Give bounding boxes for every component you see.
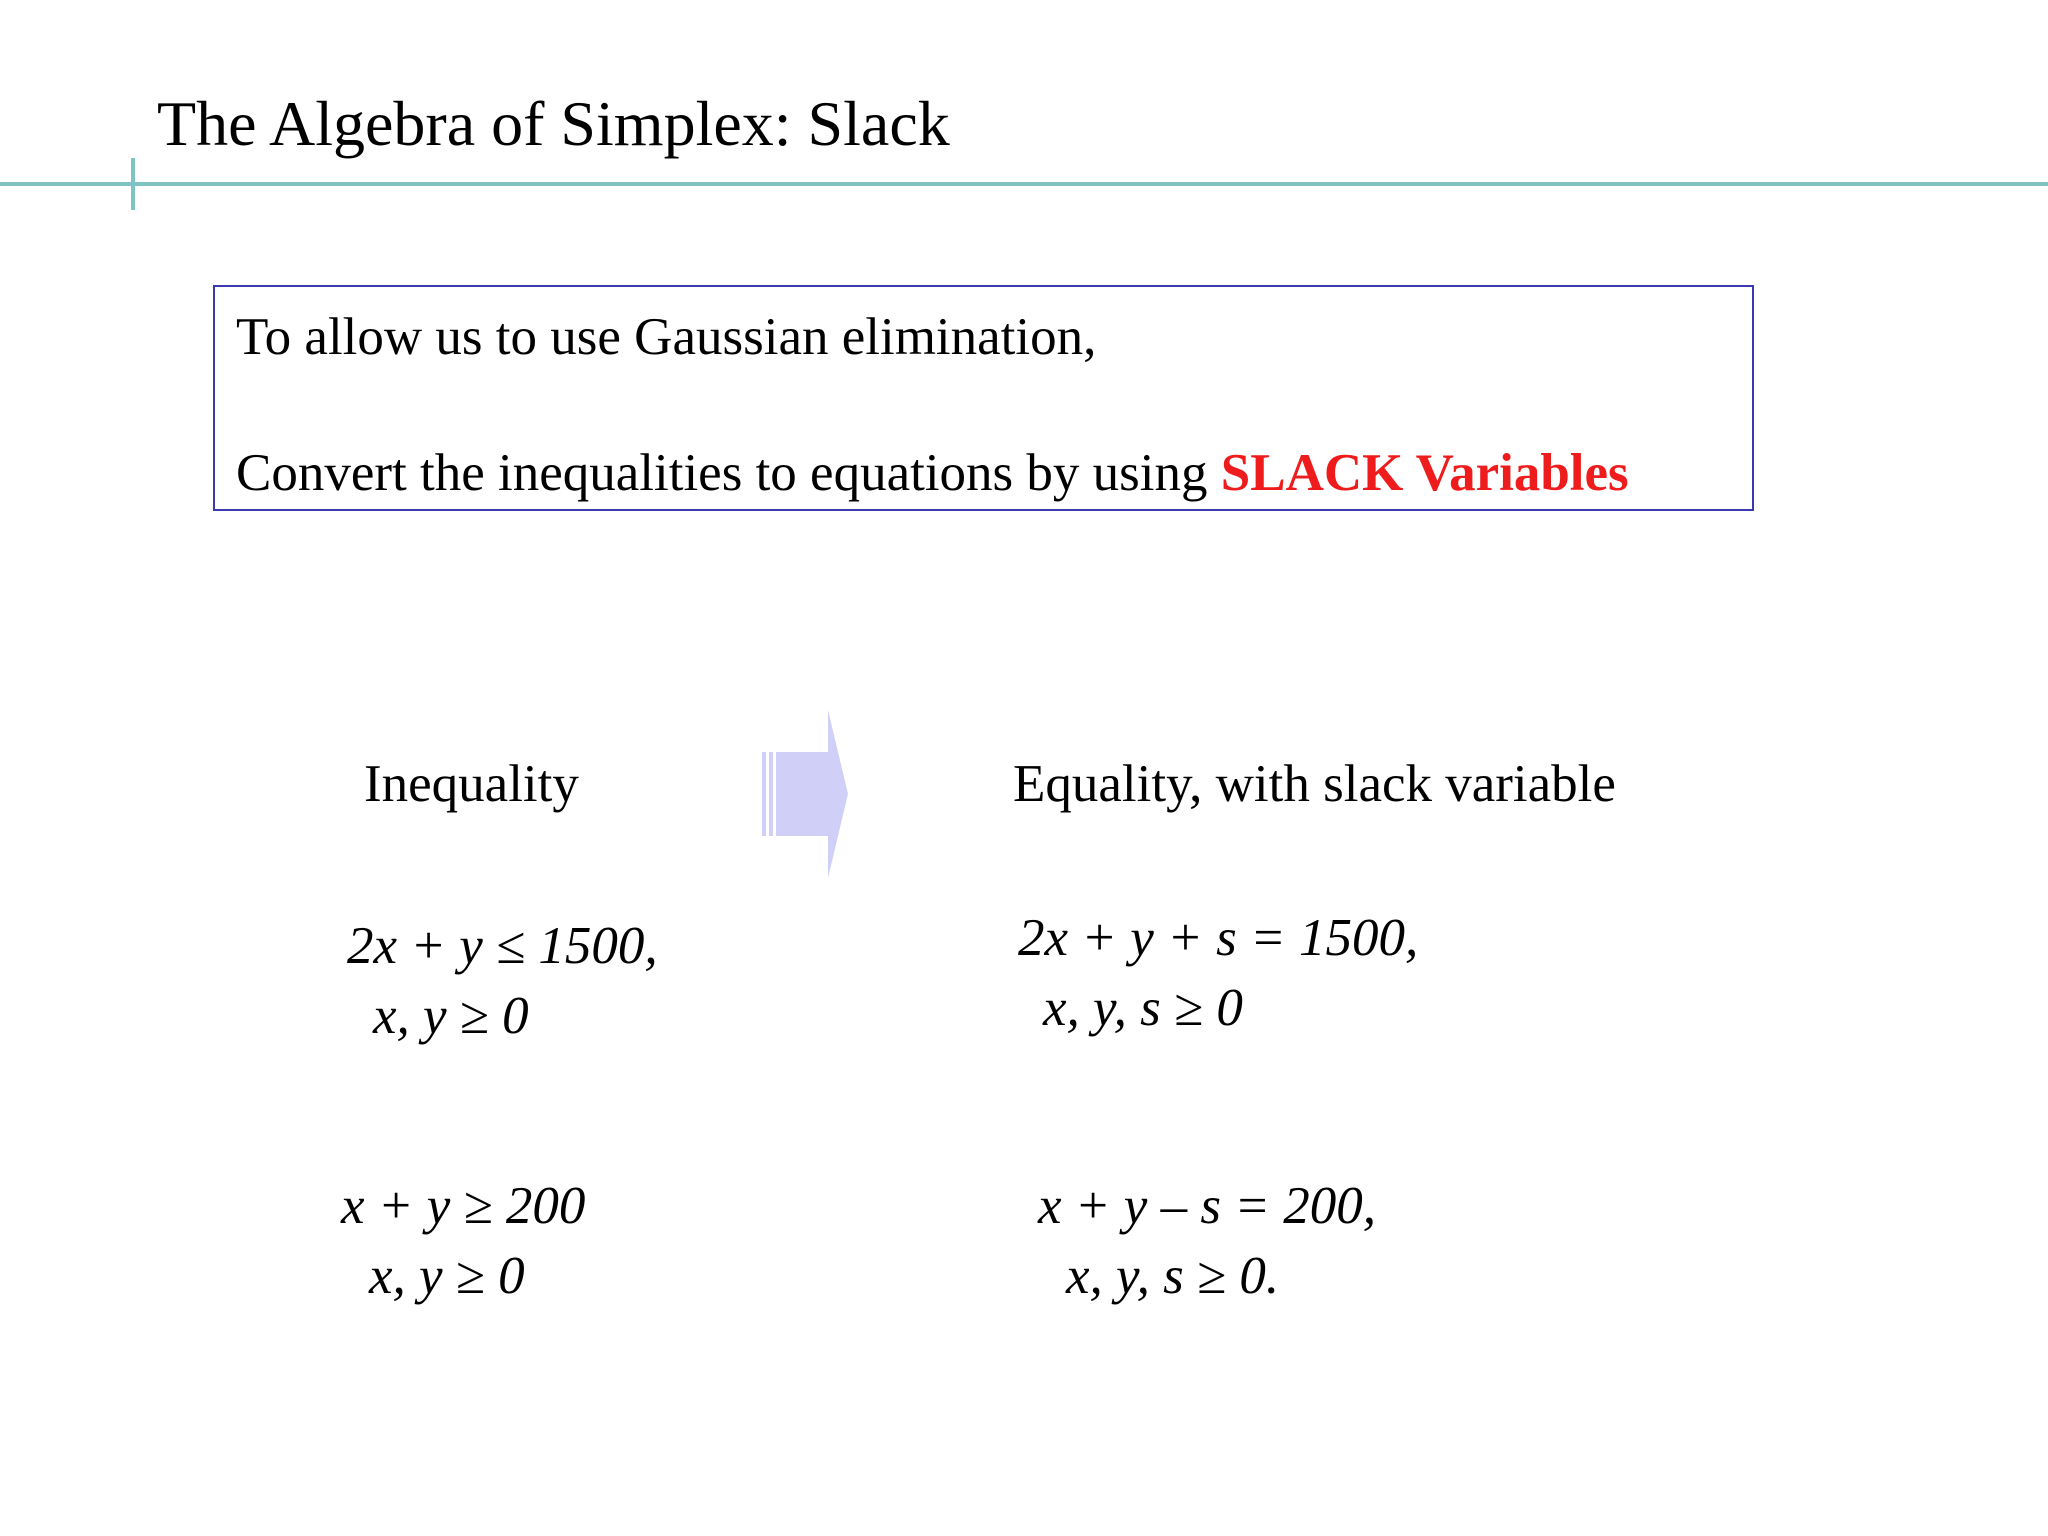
slack-variables-highlight: SLACK Variables: [1220, 444, 1629, 502]
info-line-2: [236, 444, 1629, 502]
right-arrow-icon: [762, 710, 852, 878]
inequality-2-line-2: x, y ≥ 0: [369, 1247, 525, 1305]
inequality-1-line-2: x, y ≥ 0: [373, 987, 529, 1045]
inequality-1-line-1: 2x + y ≤ 1500,: [347, 917, 658, 975]
equality-1-line-1: 2x + y + s = 1500,: [1018, 909, 1419, 967]
title-tick: [131, 158, 135, 210]
equality-heading: Equality, with slack variable: [1013, 755, 1616, 813]
title-underline: [0, 182, 2048, 186]
equality-2-line-2: x, y, s ≥ 0.: [1066, 1247, 1280, 1305]
info-line-2-prefix: Convert the inequalities to equations by using: [236, 444, 1221, 502]
info-box: [213, 285, 1754, 511]
info-line-1: To allow us to use Gaussian elimination,: [236, 308, 1097, 366]
equality-1-line-2: x, y, s ≥ 0: [1043, 979, 1243, 1037]
inequality-heading: Inequality: [364, 755, 579, 813]
equality-2-line-1: x + y – s = 200,: [1038, 1177, 1376, 1235]
slide-title: The Algebra of Simplex: Slack: [157, 88, 950, 159]
inequality-2-line-1: x + y ≥ 200: [341, 1177, 586, 1235]
